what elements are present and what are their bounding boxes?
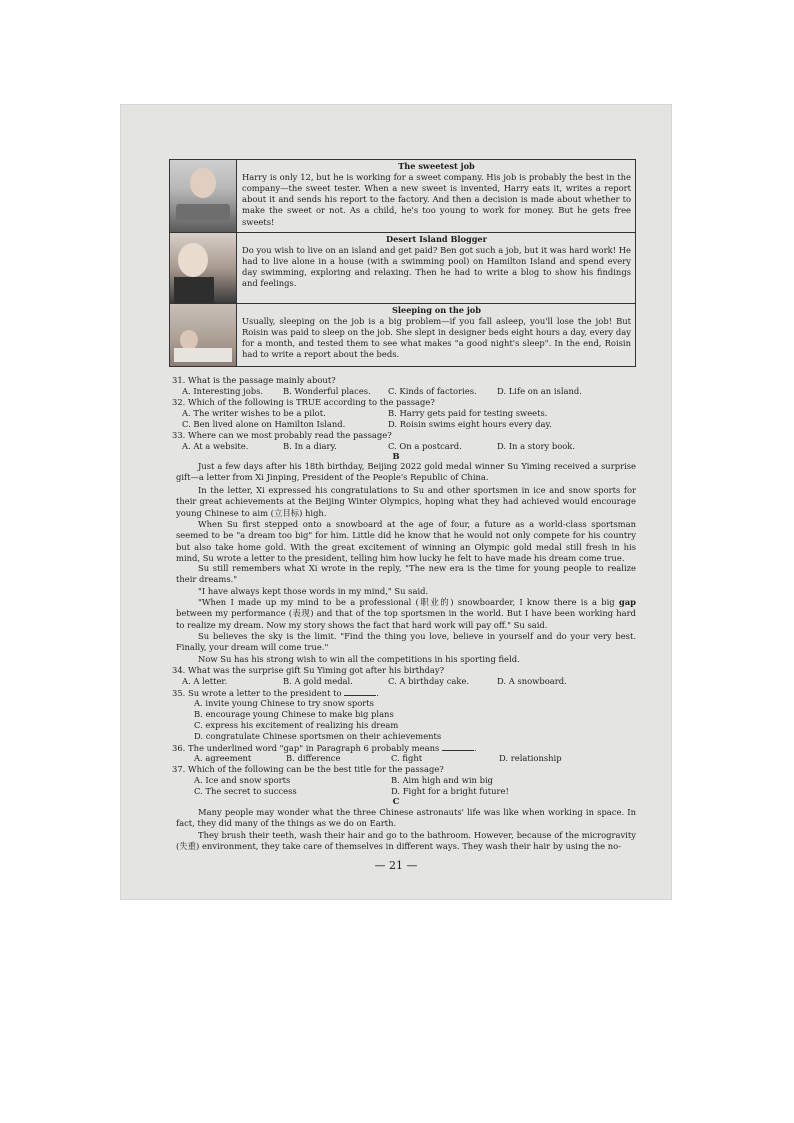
question-33 [172,430,640,441]
question-32 [172,397,640,408]
job-description [237,304,636,367]
paragraph-text: "When I made up my mind to be a professional (职业的) snowboarder, I know there is a big [198,597,619,607]
question-34 [172,665,640,676]
option: B. Wonderful places. [283,386,371,396]
option: A. invite young Chinese to try snow sports [194,698,374,708]
option: D. Fight for a bright future! [391,786,509,796]
question-31 [172,375,640,386]
question-stem: 36. The underlined word "gap" in Paragraph 6 probably means [172,743,440,753]
paragraph: Su still remembers what Xi wrote in the reply, "The new era is the time for young people to realize their dreams." [176,563,636,585]
option: B. Harry gets paid for testing sweets. [388,408,548,418]
question-stem-end: . [473,743,477,753]
job-row [170,304,636,367]
job-photo-cell [170,233,237,304]
option: C. express his excitement of realizing his dream [194,720,399,730]
option: A. At a website. [182,441,249,451]
option: B. Aim high and win big [391,775,494,785]
job-photo-cell [170,160,237,233]
paragraph-text: between my performance (表现) and that of the top sportsmen in the world. But I have been working hard to realize my dream. Now my story shows the fact that hard work will pay off." Su said. [176,608,636,630]
option: D. Life on an island. [497,386,582,396]
question-stem: 37. Which of the following can be the best title for the passage? [172,764,444,774]
option: A. Ice and snow sports [194,775,291,785]
boy-with-sweets-photo [170,160,236,232]
option: D. Roisin swims eight hours every day. [388,419,552,429]
option: A. The writer wishes to be a pilot. [182,408,326,418]
option: C. Ben lived alone on Hamilton Island. [182,419,346,429]
option: D. relationship [499,753,562,763]
jobs-table [169,159,636,367]
answer-blank [344,687,376,696]
job-photo-cell [170,304,237,367]
option: A. Interesting jobs. [182,386,264,396]
option: C. The secret to success [194,786,297,796]
option: B. A gold medal. [283,676,353,686]
question-37 [172,764,640,775]
paragraph: When Su first stepped onto a snowboard at the age of four, a future as a world-class sportsman seemed to be "a dream too big" for him. Little did he know that he would not only compete for his country but also take home gold. With the great excitement of winning an Olympic gold medal still fresh in his mind, Su wrote a letter to the president, telling him how lucky he felt to have made his dream come true. [176,519,636,563]
paragraph: They brush their teeth, wash their hair and go to the bathroom. However, because of the microgravity (失重) environment, they take care of themselves in different ways. They wash their hair by using the no- [176,830,636,852]
job-text: Harry is only 12, but he is working for a sweet company. His job is probably the best in the company—the sweet tester. When a new sweet is invented, Harry eats it, writes a report about it and sends his report to the factory. And then a decision is made about whether to make the sweet or not. As a child, he's too young to work for money. But he gets free sweets! [242,171,631,227]
sleeping-woman-photo [170,304,236,366]
job-text: Do you wish to live on an island and get paid? Ben got such a job, but it was hard work! He had to live alone in a house (with a swimming pool) on Hamilton Island and spend every day swimming, exploring and relaxing. Then he had to write a blog to show his findings and feelings. [242,244,631,289]
exam-page [120,104,672,900]
paragraph: Just a few days after his 18th birthday, Beijing 2022 gold medal winner Su Yiming received a surprise gift—a letter from Xi Jinping, President of the People's Republic of China. [176,461,636,483]
option: D. A snowboard. [497,676,567,686]
question-stem-end: . [376,688,379,698]
job-row [170,233,636,304]
section-label-c: C [392,796,400,806]
option: A. agreement [194,753,252,763]
job-text: Usually, sleeping on the job is a big problem—if you fall asleep, you'll lose the job! But Roisin was paid to sleep on the job. She slept in designer beds eight hours a day, every day for a month, and tested them to see what makes "a good night's sleep". In the end, Roisin had to write a report about the beds. [242,315,631,360]
option: D. In a story book. [497,441,576,451]
answer-blank [442,742,474,751]
question-stem: 34. What was the surprise gift Su Yiming got after his birthday? [172,665,445,675]
question-stem: 33. Where can we most probably read the passage? [172,430,392,440]
question-stem: 32. Which of the following is TRUE according to the passage? [172,397,435,407]
page-number: — 21 — [374,859,418,872]
option: A. A letter. [182,676,228,686]
paragraph: Many people may wonder what the three Chinese astronauts' life was like when working in space. In fact, they did many of the things as we do on Earth. [176,807,636,829]
option: B. difference [286,753,341,763]
option: C. A birthday cake. [388,676,470,686]
section-label-b: B [392,451,400,461]
option: C. On a postcard. [388,441,462,451]
paragraph: In the letter, Xi expressed his congratulations to Su and other sportsmen in ice and snow sports for their great achievements at the Beijing Winter Olympics, hoping what they had achieved would encourage young Chinese to aim (立目标) high. [176,485,636,518]
paragraph: "I have always kept those words in my mind," Su said. [198,586,429,596]
question-stem: 31. What is the passage mainly about? [172,375,336,385]
job-description [237,233,636,304]
job-row [170,160,636,233]
option: B. encourage young Chinese to make big plans [194,709,394,719]
job-title: Desert Island Blogger [386,234,487,244]
option: D. congratulate Chinese sportsmen on their achievements [194,731,442,741]
blogger-photo [170,233,236,303]
question-stem: 35. Su wrote a letter to the president to [172,688,342,698]
option: C. fight [391,753,423,763]
paragraph: Su believes the sky is the limit. "Find the thing you love, believe in yourself and do your very best. Finally, your dream will come true." [176,631,636,653]
scanned-page-photo [120,104,672,900]
job-title: Sleeping on the job [391,305,481,315]
paragraph-6 [176,597,636,631]
option: B. In a diary. [283,441,337,451]
paragraph: Now Su has his strong wish to win all the competitions in his sporting field. [198,654,520,664]
underlined-word-gap: gap [618,597,636,607]
option: C. Kinds of factories. [388,386,477,396]
job-title: The sweetest job [398,161,475,171]
job-description [237,160,636,233]
